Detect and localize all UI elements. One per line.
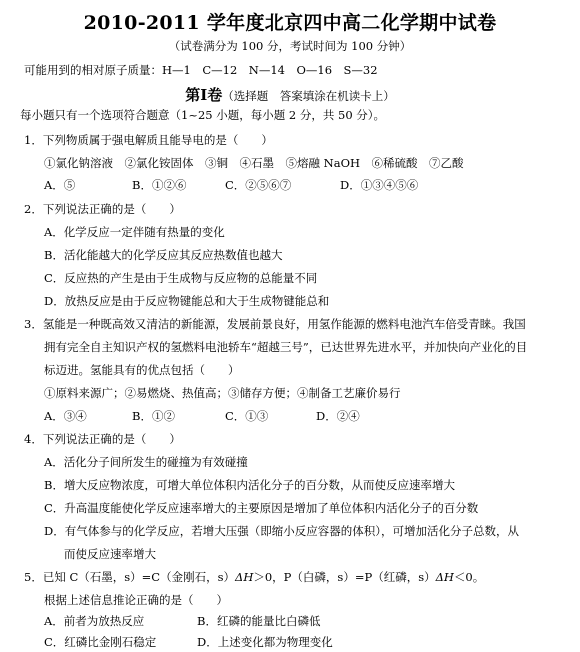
choice-c: C．②⑤⑥⑦ bbox=[225, 178, 292, 192]
question-4-choice-a: A．活化分子间所发生的碰撞为有效碰撞 bbox=[44, 455, 248, 469]
question-2-stem: 2．下列说法正确的是（ ） bbox=[24, 202, 181, 216]
enthalpy-symbol: ΔH bbox=[435, 570, 454, 584]
question-4-choice-d: D．有气体参与的化学反应，若增大压强（即缩小反应容器的体积），可增加活化分子总数，从 bbox=[44, 524, 519, 538]
choice-b: B．红磷的能量比白磷低 bbox=[197, 614, 321, 628]
question-4-stem: 4．下列说法正确的是（ ） bbox=[24, 432, 181, 446]
choice-d: D．①③④⑤⑥ bbox=[340, 178, 419, 192]
section-heading bbox=[0, 84, 580, 105]
exam-subtitle: （试卷满分为 100 分，考试时间为 100 分钟） bbox=[168, 39, 412, 53]
question-2-choice-c: C．反应热的产生是由于生成物与反应物的总能量不同 bbox=[44, 271, 318, 285]
question-4-choice-d-cont: 而使反应速率增大 bbox=[64, 547, 156, 561]
question-3-stem-line-3: 标迈进。氢能具有的优点包括（ ） bbox=[44, 363, 240, 377]
choice-d: D．②④ bbox=[316, 409, 360, 423]
choice-a: A．前者为放热反应 bbox=[44, 614, 145, 628]
choice-a: A．⑤ bbox=[44, 178, 76, 192]
question-2-choice-d: D．放热反应是由于反应物键能总和大于生成物键能总和 bbox=[44, 294, 330, 308]
stem-part-b: ＞0，P（白磷，s）=P（红磷，s） bbox=[253, 570, 436, 584]
question-5-choices-row-1 bbox=[44, 613, 564, 629]
atomic-masses: 可能用到的相对原子质量：H—1 C—12 N—14 O—16 S—32 bbox=[24, 63, 378, 77]
question-2-choice-a: A．化学反应一定伴随有热量的变化 bbox=[44, 225, 225, 239]
enthalpy-symbol: ΔH bbox=[235, 570, 254, 584]
question-1-stem: 1．下列物质属于强电解质且能导电的是（ ） bbox=[24, 133, 273, 147]
question-1-items: ①氯化钠溶液 ②氯化铵固体 ③铜 ④石墨 ⑤熔融 NaOH ⑥稀硫酸 ⑦乙酸 bbox=[44, 156, 464, 170]
question-3-choices bbox=[44, 408, 564, 424]
choice-b: B．①②⑥ bbox=[132, 178, 187, 192]
question-3-items: ①原料来源广；②易燃烧、热值高；③储存方便；④制备工艺廉价易行 bbox=[44, 386, 401, 400]
choice-c: C．①③ bbox=[225, 409, 269, 423]
instructions: 每小题只有一个选项符合题意（1~25 小题，每小题 2 分，共 50 分）。 bbox=[20, 108, 386, 122]
exam-title: 2010-2011 学年度北京四中高二化学期中试卷 bbox=[83, 12, 497, 34]
question-2-choice-b: B．活化能越大的化学反应其反应热数值也越大 bbox=[44, 248, 283, 262]
question-4-choice-b: B．增大反应物浓度，可增大单位体积内活化分子的百分数，从而使反应速率增大 bbox=[44, 478, 455, 492]
question-5-sub: 根据上述信息推论正确的是（ ） bbox=[44, 593, 228, 607]
question-5-choices-row-2 bbox=[44, 634, 564, 650]
question-3-stem-line-1: 3．氢能是一种既高效又清洁的新能源，发展前景良好，用氢作能源的燃料电池汽车倍受青睐。我国 bbox=[24, 317, 526, 331]
choice-c: C．红磷比金刚石稳定 bbox=[44, 635, 157, 649]
question-4-choice-c: C．升高温度能使化学反应速率增大的主要原因是增加了单位体积内活化分子的百分数 bbox=[44, 501, 479, 515]
stem-part-a: 5．已知 C（石墨，s）=C（金刚石，s） bbox=[24, 570, 236, 584]
section-note: （选择题 答案填涂在机读卡上） bbox=[222, 89, 395, 103]
choice-d: D．上述变化都为物理变化 bbox=[197, 635, 333, 649]
question-1-choices bbox=[44, 177, 564, 193]
stem-part-c: ＜0。 bbox=[453, 570, 485, 584]
question-5-stem bbox=[24, 569, 484, 585]
choice-a: A．③④ bbox=[44, 409, 87, 423]
choice-b: B．①② bbox=[132, 409, 175, 423]
section-title: 第Ⅰ卷 bbox=[185, 86, 223, 104]
question-3-stem-line-2: 拥有完全自主知识产权的氢燃料电池轿车“超越三号”，已达世界先进水平，并加快向产业化的目 bbox=[44, 340, 528, 354]
